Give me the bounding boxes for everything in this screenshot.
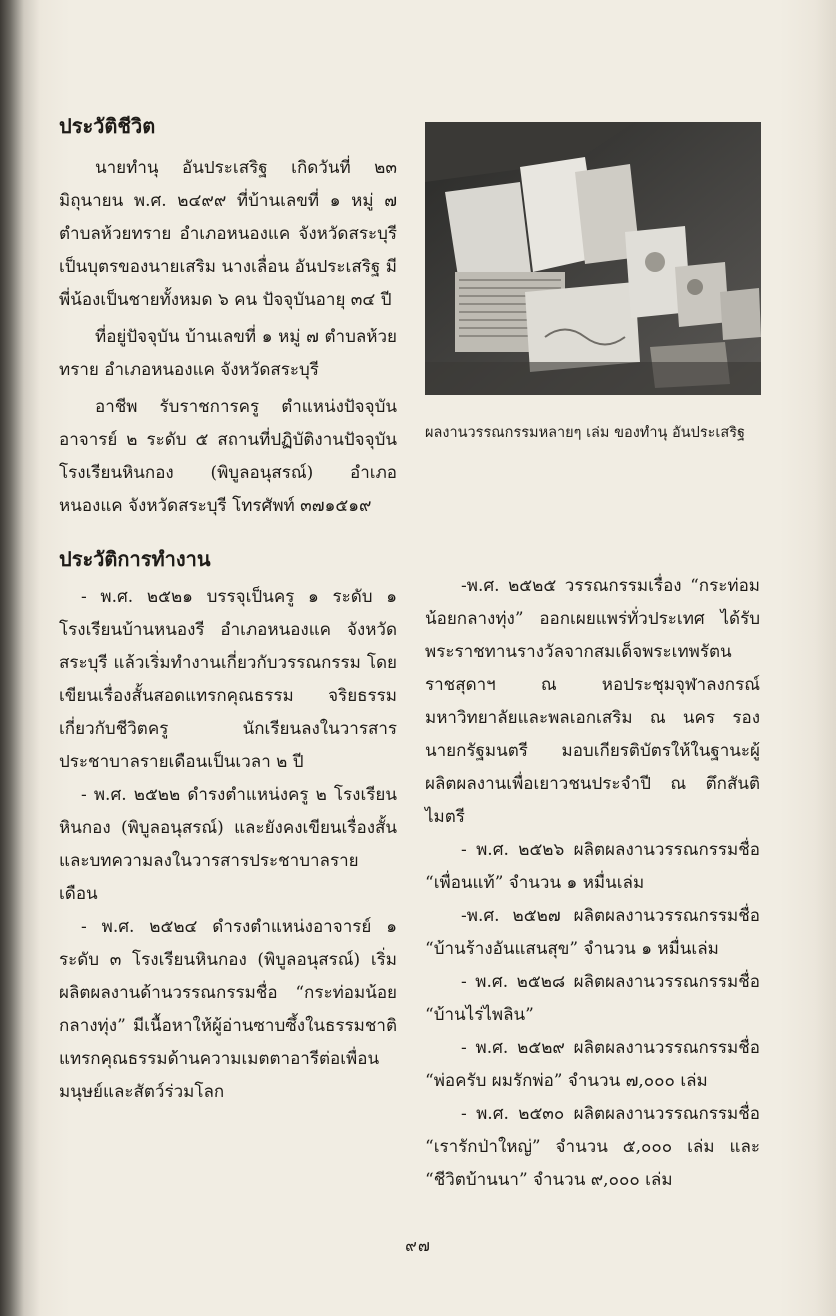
work-paragraph-2529: - พ.ศ. ๒๕๒๙ ผลิตผลงานวรรณกรรมชื่อ “พ่อครับ ผมรักพ่อ” จำนวน ๗,๐๐๐ เล่ม bbox=[425, 1038, 760, 1091]
bio-paragraph-birth: นายทำนุ อันประเสริฐ เกิดวันที่ ๒๓ มิถุนายน พ.ศ. ๒๔๙๙ ที่บ้านเลขที่ ๑ หมู่ ๗ ตำบลห้วยทราย อำเภอหนองแค จังหวัดสระบุรี เป็นบุตรของนายเสริม นางเลื่อน อันประเสริฐ มีพี่น้องเป็นชายทั้งหมด ๖ คน ปัจจุบันอายุ ๓๔ ปี bbox=[59, 158, 397, 310]
photo-caption: ผลงานวรรณกรรมหลายๆ เล่ม ของทำนุ อันประเสริฐ bbox=[425, 425, 746, 441]
work-paragraph-2530: - พ.ศ. ๒๕๓๐ ผลิตผลงานวรรณกรรมชื่อ “เรารักป่าใหญ่” จำนวน ๕,๐๐๐ เล่ม และ “ชีวิตบ้านนา” จำนวน ๙,๐๐๐ เล่ม bbox=[425, 1104, 760, 1190]
books-photo bbox=[425, 122, 761, 395]
books-photo-image bbox=[425, 122, 761, 395]
work-paragraph-2528: - พ.ศ. ๒๕๒๘ ผลิตผลงานวรรณกรรมชื่อ “บ้านไร่ไพลิน” bbox=[425, 972, 760, 1025]
work-paragraph-2525: -พ.ศ. ๒๕๒๕ วรรณกรรมเรื่อง “กระท่อมน้อยกลางทุ่ง” ออกเผยแพร่ทั่วประเทศ ได้รับพระราชทานรางวัลจากสมเด็จพระเทพรัตนราชสุดาฯ ณ หอประชุมจุฬาลงกรณ์มหาวิทยาลัยและพลเอกเสริม ณ นคร รองนายกรัฐมนตรี มอบเกียรติบัตรให้ในฐานะผู้ผลิตผลงานเพื่อเยาวชนประจำปี ณ ตึกสันติไมตรี bbox=[425, 576, 760, 827]
bio-paragraph-address: ที่อยู่ปัจจุบัน บ้านเลขที่ ๑ หมู่ ๗ ตำบลห้วยทราย อำเภอหนองแค จังหวัดสระบุรี bbox=[59, 327, 397, 380]
work-paragraph-2527: -พ.ศ. ๒๕๒๗ ผลิตผลงานวรรณกรรมชื่อ “บ้านร้างอันแสนสุข” จำนวน ๑ หมื่นเล่ม bbox=[425, 906, 760, 959]
bio-paragraph-occupation: อาชีพ รับราชการครู ตำแหน่งปัจจุบัน อาจารย์ ๒ ระดับ ๕ สถานที่ปฏิบัติงานปัจจุบัน โรงเรียนหินกอง (พิบูลอนุสรณ์) อำเภอหนองแค จังหวัดสระบุรี โทรศัพท์ ๓๗๑๕๑๙ bbox=[59, 397, 397, 516]
right-column bbox=[425, 570, 760, 1197]
work-paragraph-2521: - พ.ศ. ๒๕๒๑ บรรจุเป็นครู ๑ ระดับ ๑ โรงเรียนบ้านหนองรี อำเภอหนองแค จังหวัดสระบุรี แล้วเริ่มทำงานเกี่ยวกับวรรณกรรม โดยเขียนเรื่องสั้นสอดแทรกคุณธรรม จริยธรรมเกี่ยวกับชีวิตครู นักเรียนลงในวารสารประชาบาลรายเดือนเป็นเวลา ๒ ปี bbox=[59, 587, 397, 772]
heading-work-history: ประวัติการทำงาน bbox=[59, 547, 211, 571]
work-paragraph-2524: - พ.ศ. ๒๕๒๔ ดำรงตำแหน่งอาจารย์ ๑ ระดับ ๓ โรงเรียนหินกอง (พิบูลอนุสรณ์) เริ่มผลิตผลงานด้านวรรณกรรมชื่อ “กระท่อมน้อยกลางทุ่ง” มีเนื้อหาให้ผู้อ่านซาบซึ้งในธรรมชาติแทรกคุณธรรมด้านความเมตตาอารีต่อเพื่อนมนุษย์และสัตว์ร่วมโลก bbox=[59, 917, 397, 1102]
work-paragraph-2526: - พ.ศ. ๒๕๒๖ ผลิตผลงานวรรณกรรมชื่อ “เพื่อนแท้” จำนวน ๑ หมื่นเล่ม bbox=[425, 840, 760, 893]
heading-biography: ประวัติชีวิต bbox=[59, 114, 156, 138]
page-number: ๙๗ bbox=[405, 1236, 431, 1255]
work-paragraph-2522: - พ.ศ. ๒๕๒๒ ดำรงตำแหน่งครู ๒ โรงเรียนหินกอง (พิบูลอนุสรณ์) และยังคงเขียนเรื่องสั้นและบทความลงในวารสารประชาบาลรายเดือน bbox=[59, 785, 397, 904]
left-column bbox=[59, 108, 397, 1109]
